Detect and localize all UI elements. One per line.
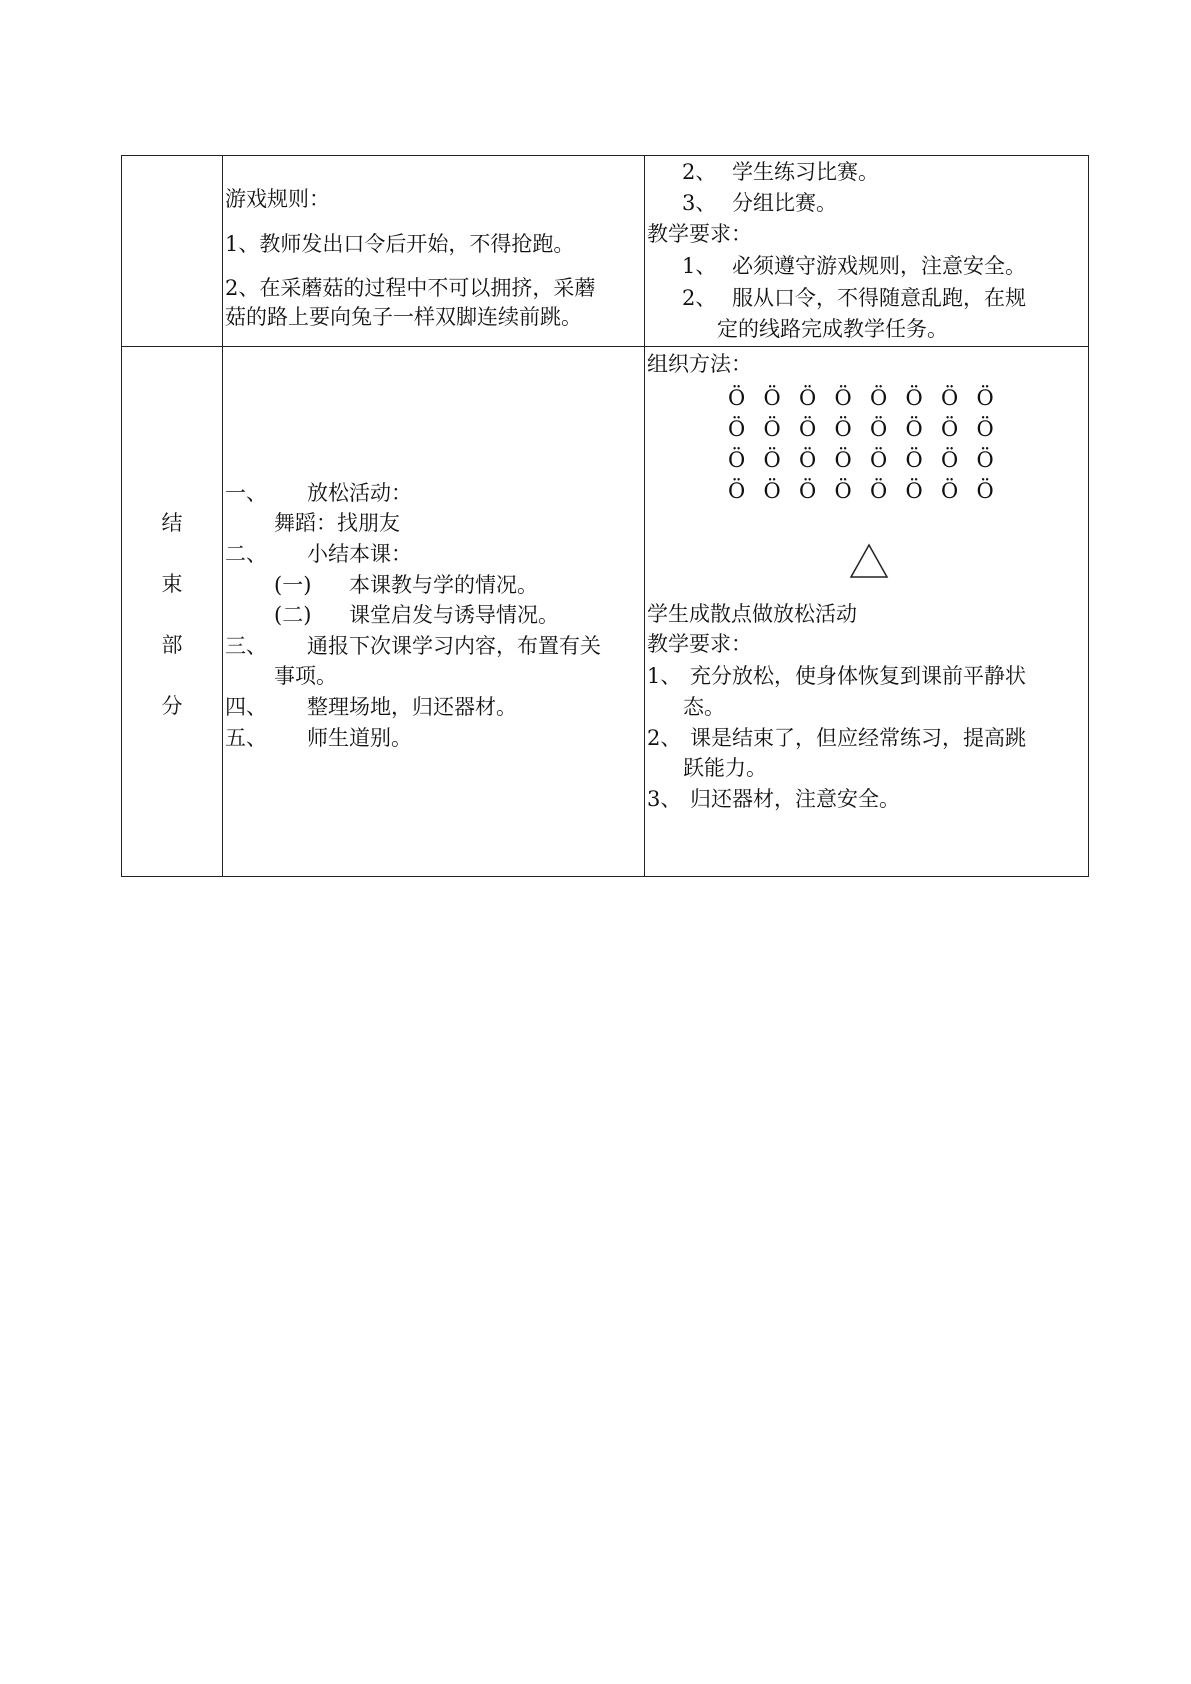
step-3-text: 分组比赛。 [732,191,837,215]
item-2b-text: 课堂启发与诱导情况。 [349,603,559,627]
student-marker: Ö [976,448,994,472]
rule-2-line-2: 菇的路上要向兔子一样双脚连续前跳。 [225,305,582,329]
section-char: 束 [161,572,183,596]
formation-row [728,414,1012,445]
student-marker: Ö [728,417,746,441]
student-marker: Ö [799,386,817,410]
item-3-number: 三、 [225,634,267,658]
student-marker: Ö [976,417,994,441]
student-marker: Ö [941,448,959,472]
item-2a-number: (一) [274,573,312,597]
student-marker: Ö [905,479,923,503]
requirement-3-text: 归还器材，注意安全。 [690,787,900,811]
activity-note: 学生成散点做放松活动 [647,602,857,626]
student-marker: Ö [799,479,817,503]
item-5-text: 师生道别。 [307,726,412,750]
item-2b-number: (二) [274,603,312,627]
teacher-triangle-icon [849,543,889,579]
formation-row [728,476,1012,507]
student-marker: Ö [976,386,994,410]
student-marker: Ö [870,448,888,472]
column-divider [644,156,645,876]
item-4-text: 整理场地，归还器材。 [307,695,517,719]
student-marker: Ö [941,479,959,503]
item-2-text: 小结本课： [307,542,412,566]
requirement-1-number: 1、 [647,664,682,688]
student-marker: Ö [834,479,852,503]
student-formation-grid [728,383,1012,507]
requirement-2-number: 2、 [682,286,717,310]
student-marker: Ö [763,417,781,441]
student-marker: Ö [941,417,959,441]
requirement-1-line-2: 态。 [683,695,725,719]
section-char: 分 [161,694,183,718]
student-marker: Ö [763,386,781,410]
requirement-1-line-1: 充分放松，使身体恢复到课前平静状 [690,664,1026,688]
section-char: 部 [161,633,183,657]
student-marker: Ö [763,448,781,472]
requirement-3-number: 3、 [647,787,682,811]
student-marker: Ö [728,448,746,472]
requirement-2-line-2: 跃能力。 [683,756,767,780]
requirement-2-line-1: 服从口令，不得随意乱跑，在规 [732,286,1026,310]
item-5-number: 五、 [225,726,267,750]
student-marker: Ö [728,479,746,503]
student-marker: Ö [834,386,852,410]
student-marker: Ö [941,386,959,410]
item-2-number: 二、 [225,542,267,566]
item-3-line-2: 事项。 [274,664,337,688]
requirement-1-text: 必须遵守游戏规则，注意安全。 [732,254,1026,278]
student-marker: Ö [905,448,923,472]
student-marker: Ö [870,417,888,441]
item-1-number: 一、 [225,481,267,505]
requirement-2-line-2: 定的线路完成教学任务。 [717,317,948,341]
item-1-text: 放松活动： [307,481,412,505]
formation-row [728,445,1012,476]
section-char: 结 [161,511,183,535]
item-4-number: 四、 [225,695,267,719]
student-marker: Ö [976,479,994,503]
student-marker: Ö [834,448,852,472]
item-3-line-1: 通报下次课学习内容，布置有关 [307,634,601,658]
student-marker: Ö [870,386,888,410]
step-2-text: 学生练习比赛。 [732,160,879,184]
student-marker: Ö [834,417,852,441]
organization-method-title: 组织方法： [647,352,752,376]
column-divider [222,156,223,876]
step-3-number: 3、 [682,191,717,215]
student-marker: Ö [870,479,888,503]
student-marker: Ö [763,479,781,503]
student-marker: Ö [728,386,746,410]
rule-1: 1、教师发出口令后开始，不得抢跑。 [225,232,575,256]
step-2-number: 2、 [682,160,717,184]
teaching-requirements-title-2: 教学要求： [647,632,752,656]
item-2a-text: 本课教与学的情况。 [349,573,538,597]
student-marker: Ö [799,417,817,441]
student-marker: Ö [905,386,923,410]
item-1-subtext: 舞蹈：找朋友 [274,511,400,535]
rule-2-line-1: 2、在采蘑菇的过程中不可以拥挤，采蘑 [225,276,596,300]
teaching-requirements-title: 教学要求： [647,222,752,246]
row-divider [122,346,1088,347]
formation-row [728,383,1012,414]
student-marker: Ö [905,417,923,441]
rules-title: 游戏规则： [225,187,330,211]
lesson-plan-table [121,155,1089,877]
requirement-1-number: 1、 [682,254,717,278]
requirement-2-line-1: 课是结束了，但应经常练习，提高跳 [690,726,1026,750]
student-marker: Ö [799,448,817,472]
requirement-2-number: 2、 [647,726,682,750]
